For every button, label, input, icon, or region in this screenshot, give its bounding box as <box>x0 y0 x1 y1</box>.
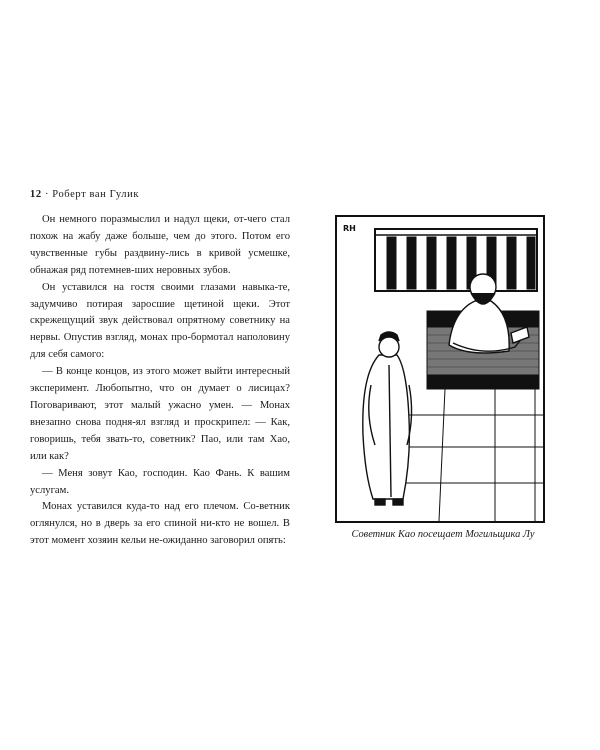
paragraph: — В конце концов, из этого может выйти интересный эксперимент. Любопытно, что он думает о лисицах? Поговаривают, этот малый ужасно умен. — Монах внезапно снова подня-ял взгляд и проскрипел: — Как, говоришь, тебя звать-то, советник? Пао, или там Хао, или как? <box>30 366 290 462</box>
running-header <box>30 189 139 200</box>
body-text <box>30 212 290 550</box>
header-separator: · <box>44 189 50 200</box>
artist-monogram: RH <box>343 224 356 233</box>
illustration-caption: Советник Као посещает Могильщика Лу <box>351 529 535 540</box>
illustration <box>335 215 545 523</box>
paragraph: Монах уставился куда-то над его плечом. Со-ветник оглянулся, но в дверь за его спиной ни-кто не вошел. В этот момент хозяин кельи не-ожиданно заговорил опять: <box>30 501 290 547</box>
page-number: 12 <box>30 189 42 200</box>
window-lattice <box>375 229 537 291</box>
ink-drawing <box>335 215 545 523</box>
header-author: Роберт ван Гулик <box>52 189 140 200</box>
paragraph: Он немного поразмыслил и надул щеки, от-чего стал похож на жабу даже больше, чем до этого. Потом его чувственные губы раздвину-лись в кривой усмешке, обнажая ряд потемнев-ших неровных зубов. <box>30 214 290 276</box>
paragraph: Он уставился на гостя своими глазами навыка-те, задумчиво потирая заросшие щетиной щеки. Этот скрежещущий звук действовал опрятному советнику на нервы. Опустив взгляд, монах про-бормотал наполовину для себя самого: <box>30 281 290 361</box>
paragraph: — Меня зовут Као, господин. Као Фань. К вашим услугам. <box>30 467 290 496</box>
standing-figure <box>363 332 412 505</box>
floor <box>395 389 543 521</box>
